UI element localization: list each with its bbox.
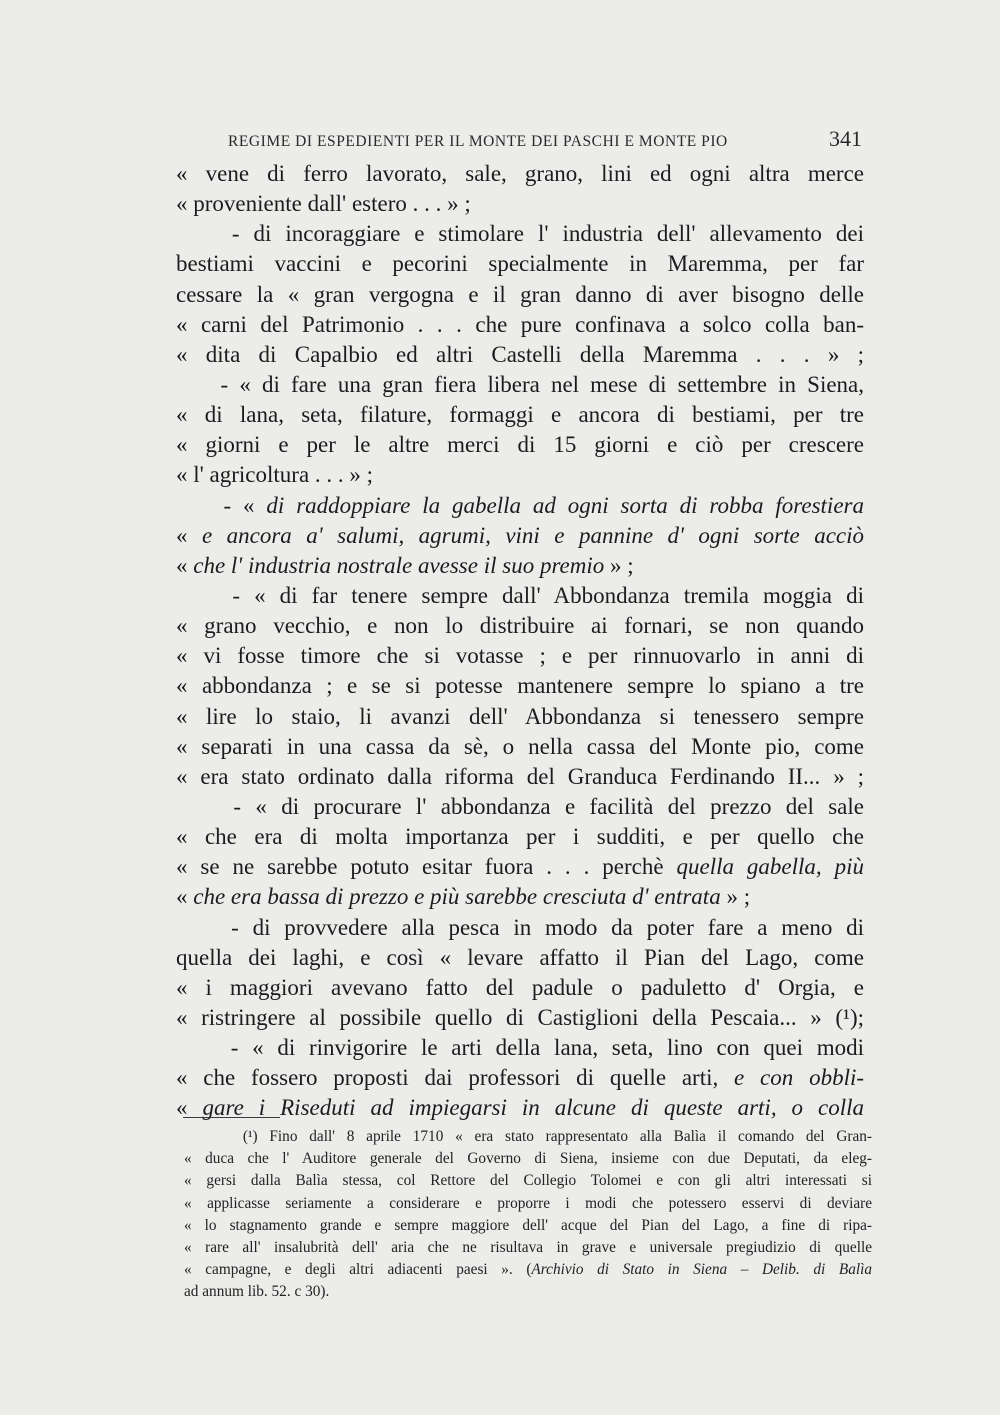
italic-span: quella gabella, più (676, 854, 864, 880)
italic-span: e ancora a' salumi, agrumi, vini e pannine d' ogni sorte acciò (201, 522, 865, 548)
italic-span: che l' industria nostrale avesse il suo premio (193, 552, 605, 578)
text-span: « vi fosse timore che si votasse ; e per rinnuovarlo in anni di (176, 643, 864, 669)
text-span: « campagne, e degli altri adiacenti paesi ». ( (184, 1261, 532, 1279)
text-span: « applicasse seriamente a considerare e proporre i modi che potessero esservi di deviare (184, 1194, 872, 1212)
footnote-line (184, 1237, 872, 1259)
text-span: « era stato ordinato dalla riforma del Granduca Ferdinando II... » ; (176, 763, 864, 789)
text-span: « carni del Patrimonio . . . che pure confinava a solco colla ban- (176, 311, 864, 337)
footnote-line (184, 1148, 872, 1170)
body-line (176, 1003, 864, 1033)
body-line (176, 1033, 864, 1063)
text-span: « lire lo staio, li avanzi dell' Abbondanza si tenessero sempre (176, 703, 864, 729)
text-span: « abbondanza ; e se si potesse mantenere sempre lo spiano a tre (176, 673, 864, 699)
text-span: ad annum lib. 52. c 30). (184, 1283, 330, 1301)
text-span: « (176, 522, 202, 548)
text-span: « di lana, seta, filature, formaggi e ancora di bestiami, per tre (176, 402, 864, 428)
footnote-line (184, 1126, 872, 1148)
running-head: REGIME DI ESPEDIENTI PER IL MONTE DEI PASCHI E MONTE PIO (228, 133, 728, 150)
page-header (176, 126, 862, 156)
body-line (176, 913, 864, 943)
text-span: « (176, 1095, 203, 1121)
text-span: » ; (720, 884, 751, 910)
text-span: « gersi dalla Balìa stessa, col Rettore del Collegio Tolomei e con gli altri interessati si (184, 1172, 872, 1190)
body-line (176, 370, 864, 400)
text-span: - di incoraggiare e stimolare l' industria dell' allevamento dei (176, 221, 864, 247)
body-line (176, 943, 864, 973)
italic-span: e con obbli- (734, 1065, 865, 1091)
body-line (176, 430, 864, 460)
body-line (176, 762, 864, 792)
body-line (176, 219, 864, 249)
footnote (184, 1126, 872, 1304)
body-line (176, 641, 864, 671)
text-span: « lo stagnamento grande e sempre maggiore dell' acque del Pian del Lago, a fine di ripa- (184, 1216, 872, 1234)
body-line (176, 1063, 864, 1093)
italic-span: che era bassa di prezzo e più sarebbe cresciuta d' entrata (193, 884, 721, 910)
text-span: « proveniente dall' estero . . . » ; (176, 191, 471, 217)
text-span: - di provvedere alla pesca in modo da poter fare a meno di (176, 914, 864, 940)
body-line (176, 400, 864, 430)
body-line (176, 581, 864, 611)
body-line (176, 671, 864, 701)
footnote-line (184, 1215, 872, 1237)
page-number: 341 (829, 126, 862, 151)
text-span: « ristringere al possibile quello di Castiglioni della Pescaia... » (¹); (176, 1004, 864, 1030)
text-span: « che era di molta importanza per i sudditi, e per quello che (176, 824, 864, 850)
body-line (176, 310, 864, 340)
body-text (176, 159, 864, 1124)
text-span: « l' agricoltura . . . » ; (176, 462, 374, 488)
body-line (176, 460, 864, 490)
text-span: « giorni e per le altre merci di 15 giorni e ciò per crescere (176, 432, 864, 458)
text-span: « grano vecchio, e non lo distribuire ai fornari, se non quando (176, 613, 864, 639)
footnote-line (184, 1281, 872, 1303)
footnote-line (184, 1259, 872, 1281)
italic-span: Delib. di Balìa (761, 1261, 873, 1279)
body-line (176, 702, 864, 732)
body-line (176, 882, 864, 912)
text-span: - « di fare una gran fiera libera nel mese di settembre in Siena, (176, 371, 864, 397)
text-span: cessare la « gran vergogna e il gran danno di aver bisogno delle (176, 281, 864, 307)
text-span: « dita di Capalbio ed altri Castelli della Maremma . . . » ; (176, 341, 864, 367)
text-span: « separati in una cassa da sè, o nella cassa del Monte pio, come (176, 733, 864, 759)
body-line (176, 189, 864, 219)
text-span: quella dei laghi, e così « levare affatto il Pian del Lago, come (176, 944, 864, 970)
body-line (176, 249, 864, 279)
body-line (176, 551, 864, 581)
body-line (176, 521, 864, 551)
body-line (176, 491, 864, 521)
text-span: bestiami vaccini e pecorini specialmente in Maremma, per far (176, 251, 864, 277)
body-line (176, 280, 864, 310)
body-line (176, 852, 864, 882)
text-span: - « di far tenere sempre dall' Abbondanza tremila moggia di (176, 582, 864, 608)
text-span: – (727, 1261, 762, 1279)
italic-span: di raddoppiare la gabella ad ogni sorta di robba forestiera (266, 492, 864, 518)
text-span: » ; (604, 552, 634, 578)
text-span: « che fossero proposti dai professori di quelle arti, (176, 1065, 735, 1091)
body-line (176, 822, 864, 852)
body-line (176, 1093, 864, 1123)
text-span: - « di procurare l' abbondanza e facilità del prezzo del sale (176, 793, 864, 819)
text-span: - « di rinvigorire le arti della lana, seta, lino con quei modi (176, 1035, 864, 1061)
footnote-rule (183, 1117, 280, 1118)
text-span: « (176, 884, 194, 910)
body-line (176, 732, 864, 762)
text-span: « se ne sarebbe potuto esitar fuora . . . perchè (176, 854, 677, 880)
italic-span: gare i Riseduti ad impiegarsi in alcune di queste arti, o colla (202, 1095, 865, 1121)
text-span: - « (176, 492, 267, 518)
text-span: « i maggiori avevano fatto del padule o paduletto d' Orgia, e (176, 974, 864, 1000)
body-line (176, 611, 864, 641)
body-line (176, 973, 864, 1003)
text-span: (¹) Fino dall' 8 aprile 1710 « era stato rappresentato alla Balìa il comando del Gran- (184, 1128, 872, 1145)
footnote-line (184, 1170, 872, 1192)
body-line (176, 159, 864, 189)
text-span: « (176, 552, 194, 578)
body-line (176, 340, 864, 370)
footnote-line (184, 1193, 872, 1215)
text-span: « vene di ferro lavorato, sale, grano, lini ed ogni altra merce (176, 161, 864, 186)
italic-span: Archivio di Stato in Siena (531, 1261, 728, 1279)
text-span: « rare all' insalubrità dell' aria che ne risultava in grave e universale pregiudizio di quelle (184, 1238, 872, 1256)
body-line (176, 792, 864, 822)
text-span: « duca che l' Auditore generale del Governo di Siena, insieme con due Deputati, da eleg- (184, 1150, 872, 1168)
